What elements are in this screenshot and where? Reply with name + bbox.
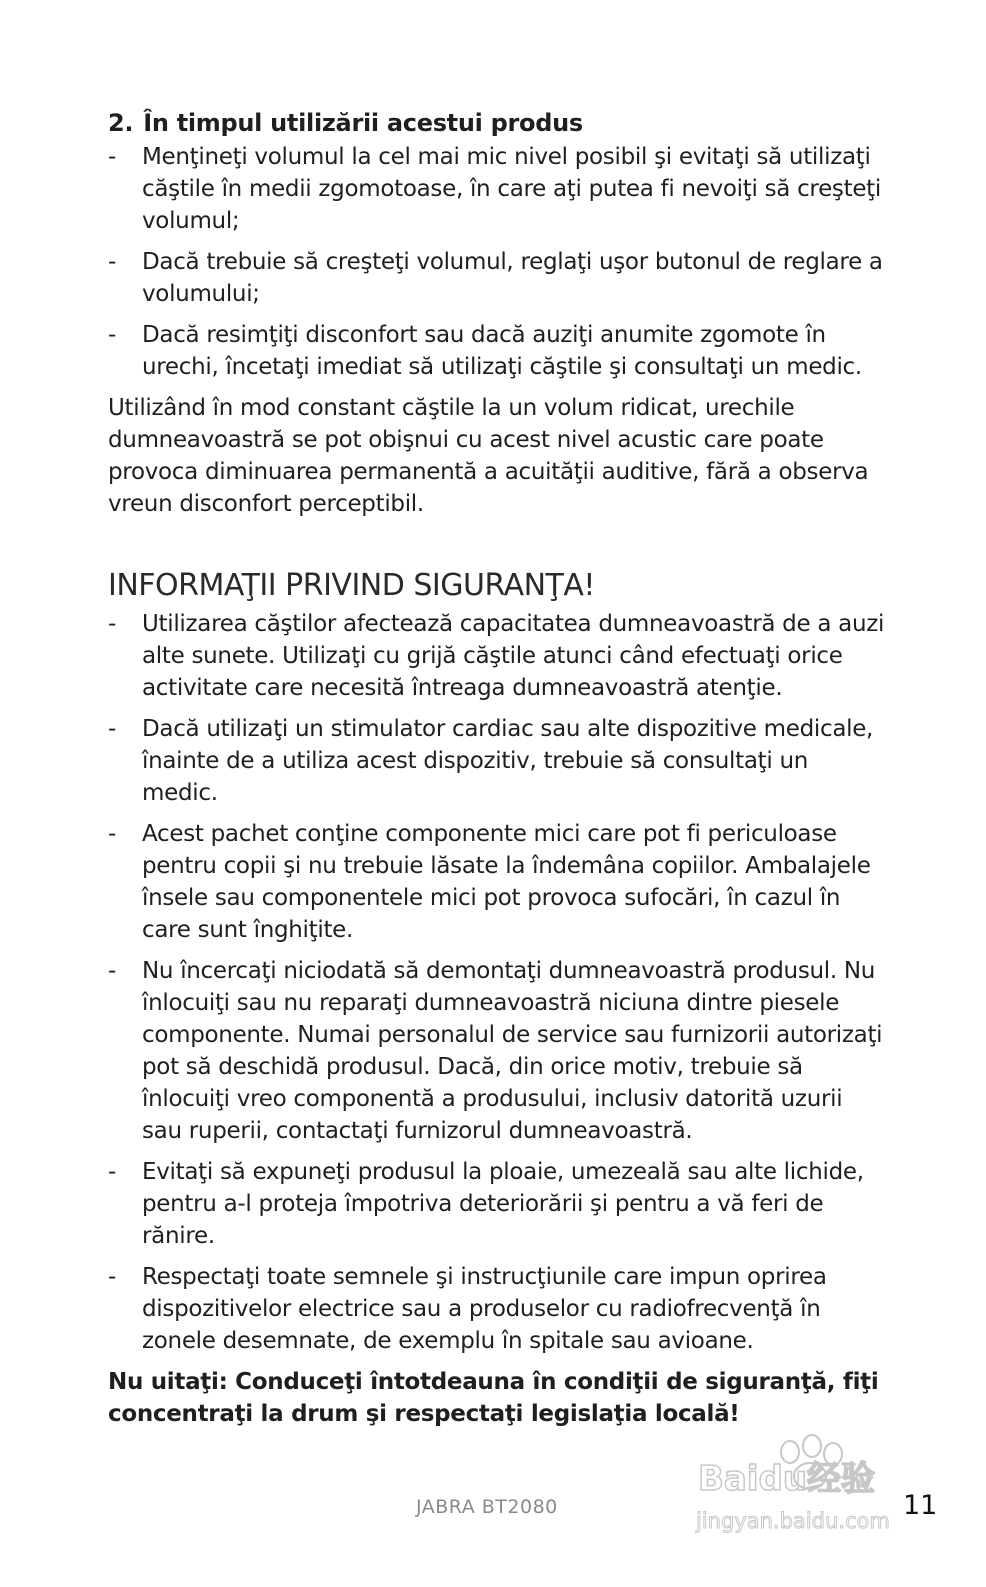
list-item (108, 1156, 888, 1252)
dash-bullet: - (108, 1159, 116, 1185)
list-item-text: Dacă trebuie să creşteţi volumul, reglaţi uşor butonul de reglare a volumului; (142, 249, 883, 307)
dash-bullet: - (108, 144, 116, 170)
dash-bullet: - (108, 249, 116, 275)
list-item (108, 141, 888, 237)
svg-text:Baidu经验: Baidu经验 (698, 1459, 876, 1499)
list-item-text: Dacă utilizaţi un stimulator cardiac sau alte dispozitive medicale, înainte de a utiliza acest dispozitiv, trebuie să consultaţi un medic. (142, 716, 874, 806)
list-item-text: Acest pachet conţine componente mici care pot fi periculoase pentru copii şi nu trebuie lăsate la îndemâna copiilor. Ambalajele însele sau componentele mici pot provoca sufocări, în cazul în care sunt înghiţite. (142, 821, 871, 943)
dash-bullet: - (108, 322, 116, 348)
list-item (108, 319, 888, 383)
section-number: 2. (108, 109, 134, 137)
list-item (108, 246, 888, 310)
safety-warning: Nu uitaţi: Conduceţi întotdeauna în condiţii de siguranţă, fiţi concentraţi la drum şi respectaţi legislaţia locală! (108, 1369, 879, 1427)
list-item-text: Dacă resimţiţi disconfort sau dacă auziţi anumite zgomote în urechi, încetaţi imediat să utilizaţi căştile şi consultaţi un medic. (142, 322, 862, 380)
list-item-text: Respectaţi toate semnele şi instrucţiunile care impun oprirea dispozitivelor electrice sau a produselor cu radiofrecvenţă în zonele desemnate, de exemplu în spitale sau avioane. (142, 1264, 827, 1354)
dash-bullet: - (108, 611, 116, 637)
list-item (108, 1261, 888, 1357)
baidu-watermark-icon (690, 1424, 920, 1534)
page-content (108, 107, 888, 1453)
list-item (108, 955, 888, 1147)
safety-list (108, 608, 888, 1357)
dash-bullet: - (108, 821, 116, 847)
list-item-text: Menţineţi volumul la cel mai mic nivel posibil şi evitaţi să utilizaţi căştile în medii zgomotoase, în care aţi putea fi nevoiţi să creşteţi volumul; (142, 144, 881, 234)
usage-paragraph: Utilizând în mod constant căştile la un volum ridicat, urechile dumneavoastră se pot obişnui cu acest nivel acustic care poate provoca diminuarea permanentă a acuităţii auditive, fără a observa vreun disconfort perceptibil. (108, 395, 869, 517)
svg-text:jingyan.baidu.com: jingyan.baidu.com (696, 1509, 890, 1533)
section-title-text: În timpul utilizării acestui produs (143, 109, 583, 137)
dash-bullet: - (108, 1264, 116, 1290)
dash-bullet: - (108, 958, 116, 984)
list-item (108, 818, 888, 946)
list-item (108, 713, 888, 809)
dash-bullet: - (108, 716, 116, 742)
list-item-text: Utilizarea căştilor afectează capacitatea dumneavoastră de a auzi alte sunete. Utilizaţi cu grijă căştile atunci când efectuaţi orice activitate care necesită întreaga dumneavoastră atenţie. (142, 611, 885, 701)
page-number: 11 (903, 1490, 938, 1521)
footer-brand: JABRA BT2080 (416, 1496, 558, 1518)
list-item-text: Nu încercaţi niciodată să demontaţi dumneavoastră produsul. Nu înlocuiţi sau nu reparaţi dumneavoastră niciuna dintre piesele componente. Numai personalul de service sau furnizorii autorizaţi pot să deschidă produsul. Dacă, din orice motiv, trebuie să înlocuiţi vreo componentă a produsului, inclusiv datorită uzurii sau ruperii, contactaţi furnizorul dumneavoastră. (142, 958, 883, 1144)
usage-list (108, 141, 888, 383)
list-item-text: Evitaţi să expuneţi produsul la ploaie, umezeală sau alte lichide, pentru a-l proteja împotriva deteriorării şi pentru a vă feri de rănire. (142, 1159, 864, 1249)
section-title (108, 107, 888, 139)
safety-heading: INFORMAŢII PRIVIND SIGURANŢA! (108, 568, 595, 603)
list-item (108, 608, 888, 704)
